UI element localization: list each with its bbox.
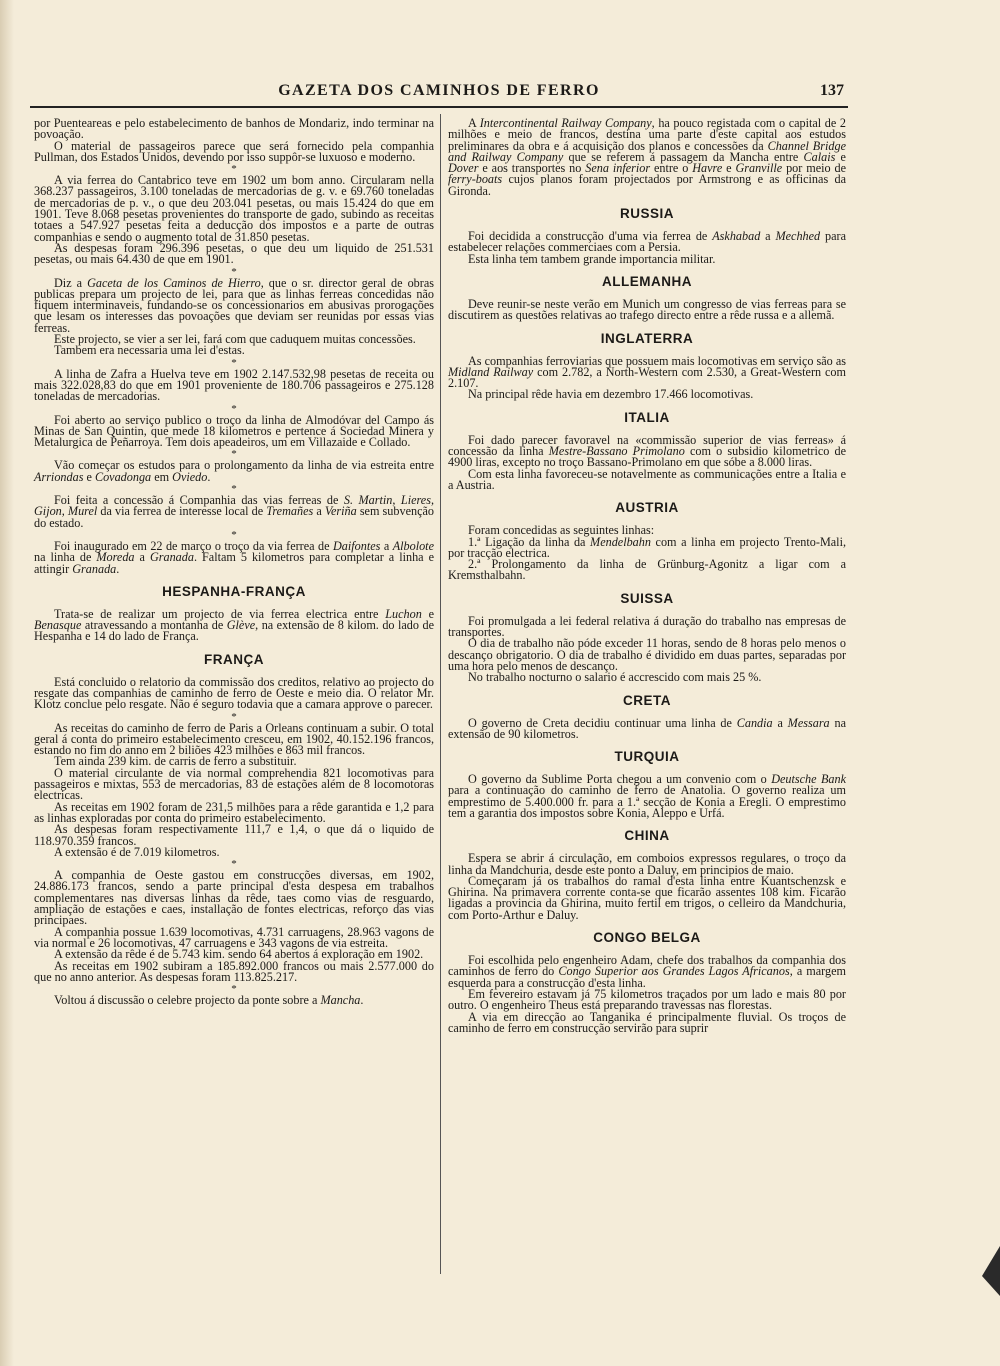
paragraph: Trata-se de realizar um projecto de via ferrea electrica entre Luchon e Benasque atravessando a montanha de Glève, na extensão de 8 kilom. do lado de Hespanha e 14 do lado de França. — [34, 606, 434, 644]
paragraph: As receitas em 1902 subiram a 185.892.000 francos ou mais 2.577.000 do que no anno anterior. As despesas foram 113.825.217. — [34, 958, 434, 984]
separator-star: * — [231, 983, 237, 996]
page-header — [30, 80, 848, 108]
paragraph: Foi decidida a construcção d'uma via ferrea de Askhabad a Mechhed para estabelecer relações commerciaes com a Persia. — [448, 229, 846, 255]
paragraph: Foi promulgada a lei federal relativa á duração do trabalho nas empresas de transportes. — [448, 613, 846, 640]
paragraph: As receitas do caminho de ferro de Paris a Orleans continuam a subir. O total geral á conta do primeiro estabelecimento cresceu, em 1902, 40.152.196 francos, estando no fim do anno em 2 biliões 423 milhões e 863 mil francos. — [34, 720, 434, 758]
paragraph: Foi aberto ao serviço publico o troço da linha de Almodóvar del Campo ás Minas de San Quintin, que mede 18 kilometros e pertence á Sociedad Minera y Metalurgica de Peñarroya. Tem dois apeadeiros, um em Villazaide e Collado. — [34, 412, 434, 450]
paragraph: A extensão da rêde é de 5.743 kim. sendo 64 abertos á exploração em 1902. — [54, 947, 424, 962]
paragraph: Tem ainda 239 kim. de carris de ferro a substituir. — [54, 754, 297, 769]
paragraph: Foi escolhida pelo engenheiro Adam, chefe dos trabalhos da companhia dos caminhos de ferro do Congo Superior aos Grandes Lagos Africanos, a margem esquerda para a construcção d'esta linha. — [448, 953, 846, 990]
section-heading-creta: CRETA — [623, 692, 671, 708]
section-heading-inglaterra: INGLATERRA — [600, 330, 694, 346]
section-heading-congo-belga: CONGO BELGA — [593, 930, 701, 946]
paragraph: Foi inaugurado em 22 de março o troço da via ferrea de Daifontes a Albolote na linha de Moreda a Granada. Faltam 5 kilometros para completar a linha e attingir Granada. — [34, 538, 434, 576]
paragraph: O dia de trabalho não póde exceder 11 horas, sendo de 8 horas pelo menos o descanço obrigatorio. O dia de trabalho é dividido em duas partes, separadas por uma hora pelo menos de descanço. — [448, 636, 846, 673]
section-heading-russia: RUSSIA — [619, 206, 674, 222]
page-edge-shadow — [0, 0, 14, 1366]
page-corner-mark — [982, 1246, 1000, 1296]
section-heading-franca: FRANÇA — [204, 651, 264, 667]
separator-star: * — [231, 710, 237, 723]
section-heading-turquia: TURQUIA — [614, 749, 680, 765]
paragraph: Com esta linha favoreceu-se notavelmente as communicações entre a Italia e a Austria. — [448, 466, 846, 492]
paragraph: As despesas foram respectivamente 111,7 e 1,4, o que dá o liquido de 118.970.359 francos. — [34, 822, 434, 848]
separator-star: * — [231, 448, 237, 461]
paragraph: A companhia possue 1.639 locomotivas, 4.731 carruagens, 28.963 vagons de via normal e 26 locomotivas, 47 carruagens e 343 vagons de via estreita. — [34, 924, 434, 950]
section-heading-hespanha-franca: HESPANHA-FRANÇA — [162, 583, 306, 599]
section-heading-allemanha: ALLEMANHA — [602, 273, 692, 289]
paragraph: A via ferrea do Cantabrico teve em 1902 um bom anno. Circularam nella 368.237 passageiros, 3.100 toneladas de mercadorias de g. v. e 69.760 toneladas de mercadorias de p. v., o que deu 203.041 pesetas, ou mais 15.424 do que em 1901. Teve 8.068 pesetas provenientes do transporte de gado, subindo as receitas totaes a 547.927 pesetas feita a deducção dos impostos e a parte de outras companhias e sendo o augmento total de 31.850 pesetas. — [34, 173, 434, 244]
paragraph: A linha de Zafra a Huelva teve em 1902 2.147.532,98 pesetas de receita ou mais 322.028,83 do que em 1901 proveniente de 180.706 passageiros e 275.128 toneladas de mercadorias. — [34, 366, 434, 404]
paragraph: As companhias ferroviarias que possuem mais locomotivas em serviço são as Midland Railway com 2.782, a North-Western com 2.530, a Great-Western com 2.107. — [448, 353, 846, 391]
paragraph: As receitas em 1902 foram de 231,5 milhões para a rêde garantida e 1,2 para as linhas exploradas por conta do primeiro estabelecimento. — [34, 799, 434, 825]
paragraph: Espera se abrir á circulação, em comboios expressos regulares, o troço da linha da Mandchuria, desde este ponto a Daluy, em principios de maio. — [448, 851, 846, 877]
paragraph: O material circulante de via normal comprehendia 821 locomotivas para passageiros e mixtas, 553 de mercadorias, 83 de estações além de 8 locomotoras electricas. — [34, 765, 434, 803]
paragraph: Foram concedidas as seguintes linhas: — [468, 523, 655, 538]
separator-star: * — [231, 483, 237, 496]
section-heading-china: CHINA — [624, 828, 670, 844]
paragraph: O governo de Creta decidiu continuar uma linha de Candia a Messara na extensão de 90 kilometros. — [448, 715, 846, 741]
paragraph: Esta linha tem tambem grande importancia militar. — [468, 251, 716, 266]
paragraph: O governo da Sublime Porta chegou a um convenio com o Deutsche Bank para a continuação do caminho de ferro de Anatolia. O governo realiza um emprestimo de 5.400.000 fr. para a 1.ª secção de Konia a Eregli. O emprestimo tem a garantia dos impostos sobre Konia, Aleppo e Urfá. — [448, 772, 846, 820]
paragraph: Vão começar os estudos para o prolongamento da linha de via estreita entre Arriondas e Covadonga em Oviedo. — [34, 458, 434, 484]
separator-star: * — [231, 265, 237, 278]
paragraph: Este projecto, se vier a ser lei, fará com que caduquem muitas concessões. — [54, 332, 416, 347]
section-heading-suissa: SUISSA — [620, 590, 674, 606]
column-divider — [440, 114, 441, 1274]
paragraph: Foi dado parecer favoravel na «commissão superior de vias ferreas» á concessão da linha Mestre-Bassano Primolano com o subsidio kilometrico de 4900 liras, excepto no troço Bassano-Primolano em que sóbe a 8.000 liras. — [448, 432, 847, 470]
paragraph: A via em direcção ao Tanganika é principalmente fluvial. Os troços de caminho de ferro em construcção servirão para suprir — [448, 1009, 846, 1035]
paragraph: 1.ª Ligação da linha da Mendelbahn com a linha em projecto Trento-Mali, por tracção electrica. — [448, 534, 847, 560]
paragraph: Deve reunir-se neste verão em Munich um congresso de vias ferreas para se discutirem as questões relativas ao trafego directo entre a rêde russa e a allemã. — [448, 296, 846, 323]
separator-star: * — [231, 402, 237, 415]
separator-star: * — [231, 528, 237, 541]
paragraph: Está concluido o relatorio da commissão dos creditos, relativo ao projecto do resgate das companhias de caminho de ferro de Oeste e meio dia. O relator Mr. Klotz conclue pelo resgate. Não é seguro todavia que a camara approve o parecer. — [34, 674, 434, 712]
paragraph: No trabalho nocturno o salario é accrescido com mais 25 %. — [468, 670, 762, 685]
paragraph: A Intercontinental Railway Company, ha pouco registada com o capital de 2 milhões e meio de francos, destina uma parte d'este capital aos estudos preliminares da obra e á acquisição dos planos e concessões da Channel Bridge and Railway Company que se referem á passagem da Mancha entre Calais e Dover e aos transportes no Sena inferior entre o Havre e Granville por meio de ferry-boats cujos planos foram projectados por Armstrong e as officinas da Gironda. — [448, 116, 846, 198]
section-heading-italia: ITALIA — [624, 409, 670, 425]
paragraph: por Puenteareas e pelo estabelecimento de banhos de Mondariz, indo terminar na povoação. — [34, 116, 434, 142]
paragraph: O material de passageiros parece que será fornecido pela companhia Pullman, dos Estados Unidos, devendo por isso suppôr-se luxuoso e moderno. — [34, 138, 434, 164]
journal-title: GAZETA DOS CAMINHOS DE FERRO — [278, 82, 600, 99]
paragraph: A companhia de Oeste gastou em construcções diversas, em 1902, 24.886.173 francos, sendo a parte principal d'esta despesa em trabalhos complementares nas diversas linhas da rêde, taes como vias de resguardo, ampliação de estações e caes, installação de fontes electricas, reforço das vias principaes. — [34, 868, 434, 928]
paragraph: A extensão é de 7.019 kilometros. — [54, 844, 220, 859]
paragraph: Tambem era necessaria uma lei d'estas. — [54, 343, 245, 358]
paragraph: Em fevereiro estavam já 75 kilometros traçados por um lado e mais 80 por outro. O engenheiro Theus está preparando travessas nas florestas. — [448, 986, 846, 1013]
paragraph: Foi feita a concessão á Companhia das vias ferreas de S. Martin, Lieres, Gijon, Murel da via ferrea de interesse local de Tremañes a Veriña sem subvenção do estado. — [34, 493, 434, 530]
paragraph: Começaram já os trabalhos do ramal d'esta linha entre Kuantschenzsk e Ghirina. Na primavera corrente conta-se que ficarão assentes 108 kim. Ficarão ligadas a provincia da Ghirina, muito fertil em trigos, o celleiro da Mandchuria, com Porto-Arthur e Daluy. — [448, 873, 846, 922]
separator-star: * — [231, 858, 237, 871]
page-number: 137 — [820, 82, 844, 99]
paragraph: Na principal rêde havia em dezembro 17.466 locomotivas. — [468, 387, 754, 402]
left-column — [34, 118, 434, 1006]
separator-star: * — [231, 163, 237, 176]
paragraph: Diz a Gaceta de los Caminos de Hierro, que o sr. director geral de obras publicas prepara um projecto de lei, para que as linhas ferreas concedidas não fiquem interminaveis, fundando-se os concessionarios em abusivas prorogações que lesam os interesses das povoações que deviam ser reunidas por essas vias ferreas. — [34, 275, 434, 335]
section-heading-austria: AUSTRIA — [615, 500, 679, 516]
paragraph: 2.ª Prolongamento da linha de Grünburg-Agonitz a ligar com a Kremsthalbahn. — [448, 557, 846, 583]
separator-star: * — [231, 356, 237, 369]
paragraph: Voltou á discussão o celebre projecto da ponte sobre a Mancha. — [54, 993, 364, 1008]
paragraph: As despesas foram 296.396 pesetas, o que deu um liquido de 251.531 pesetas, ou mais 64.430 de que em 1901. — [34, 240, 434, 267]
right-column — [448, 118, 846, 1034]
